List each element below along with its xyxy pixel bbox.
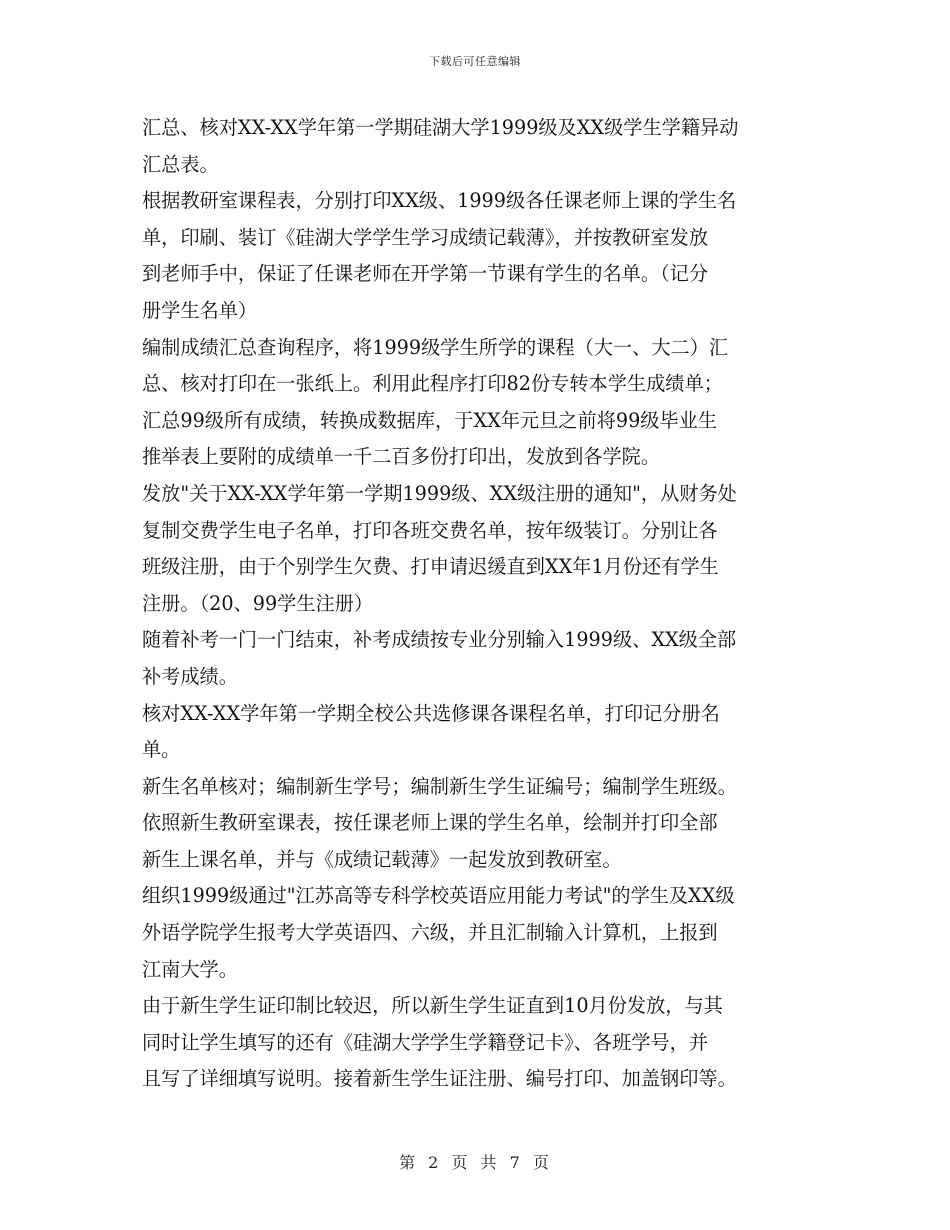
text-line: 单，印刷、装订《硅湖大学学生学习成绩记载薄》，并按教研室发放 xyxy=(142,225,709,249)
text-line: 班级注册，由于个别学生欠费、打申请迟缓直到XX年1月份还有学生 xyxy=(142,555,719,579)
text-line: 由于新生学生证印制比较迟，所以新生学生证直到10月份发放，与其 xyxy=(142,994,723,1018)
page-header: 下载后可任意编辑 xyxy=(429,55,521,68)
text-line: 汇总表。 xyxy=(142,152,219,176)
text-line: 组织1999级通过"江苏高等专科学校英语应用能力考试"的学生及XX级 xyxy=(142,884,735,908)
text-line: 核对XX-XX学年第一学期全校公共选修课各课程名单，打印记分册名 xyxy=(142,701,720,725)
text-line: 新生上课名单，并与《成绩记载薄》一起发放到教研室。 xyxy=(142,847,622,871)
text-line: 补考成绩。 xyxy=(142,664,238,688)
text-line: 且写了详细填写说明。接着新生学生证注册、编号打印、加盖钢印等。 xyxy=(142,1067,737,1091)
page-number-footer: 第 2 页 共 7 页 xyxy=(399,1153,551,1172)
text-line: 到老师手中，保证了任课老师在开学第一节课有学生的名单。（记分 xyxy=(142,262,709,286)
text-line: 复制交费学生电子名单，打印各班交费名单，按年级装订。分别让各 xyxy=(142,518,718,542)
text-line: 外语学院学生报考大学英语四、六级，并且汇制输入计算机，上报到 xyxy=(142,921,718,945)
text-line: 同时让学生填写的还有《硅湖大学学生学籍登记卡》、各班学号，并 xyxy=(142,1030,709,1054)
text-line: 册学生名单） xyxy=(142,298,258,322)
text-line: 编制成绩汇总查询程序，将1999级学生所学的课程（大一、大二）汇 xyxy=(142,335,729,359)
text-line: 总、核对打印在一张纸上。利用此程序打印82份专转本学生成绩单； xyxy=(142,372,723,396)
text-line: 推举表上要附的成绩单一千二百多份打印出，发放到各学院。 xyxy=(142,445,661,469)
text-line: 汇总99级所有成绩，转换成数据库，于XX年元旦之前将99级毕业生 xyxy=(142,408,718,432)
document-body xyxy=(142,110,814,1098)
text-line: 单。 xyxy=(142,738,181,762)
text-line: 江南大学。 xyxy=(142,957,238,981)
text-line: 汇总、核对XX-XX学年第一学期硅湖大学1999级及XX级学生学籍异动 xyxy=(142,116,739,139)
text-line: 新生名单核对；编制新生学号；编制新生学生证编号；编制学生班级。 xyxy=(142,774,737,798)
text-line: 注册。（20、99学生注册） xyxy=(142,591,374,615)
text-line: 依照新生教研室课表，按任课老师上课的学生名单，绘制并打印全部 xyxy=(142,811,718,835)
text-line: 根据教研室课程表，分别打印XX级、1999级各任课老师上课的学生名 xyxy=(142,189,737,213)
text-line: 发放"关于XX-XX学年第一学期1999级、XX级注册的通知"，从财务处 xyxy=(142,481,737,505)
text-line: 随着补考一门一门结束，补考成绩按专业分别输入1999级、XX级全部 xyxy=(142,628,737,652)
